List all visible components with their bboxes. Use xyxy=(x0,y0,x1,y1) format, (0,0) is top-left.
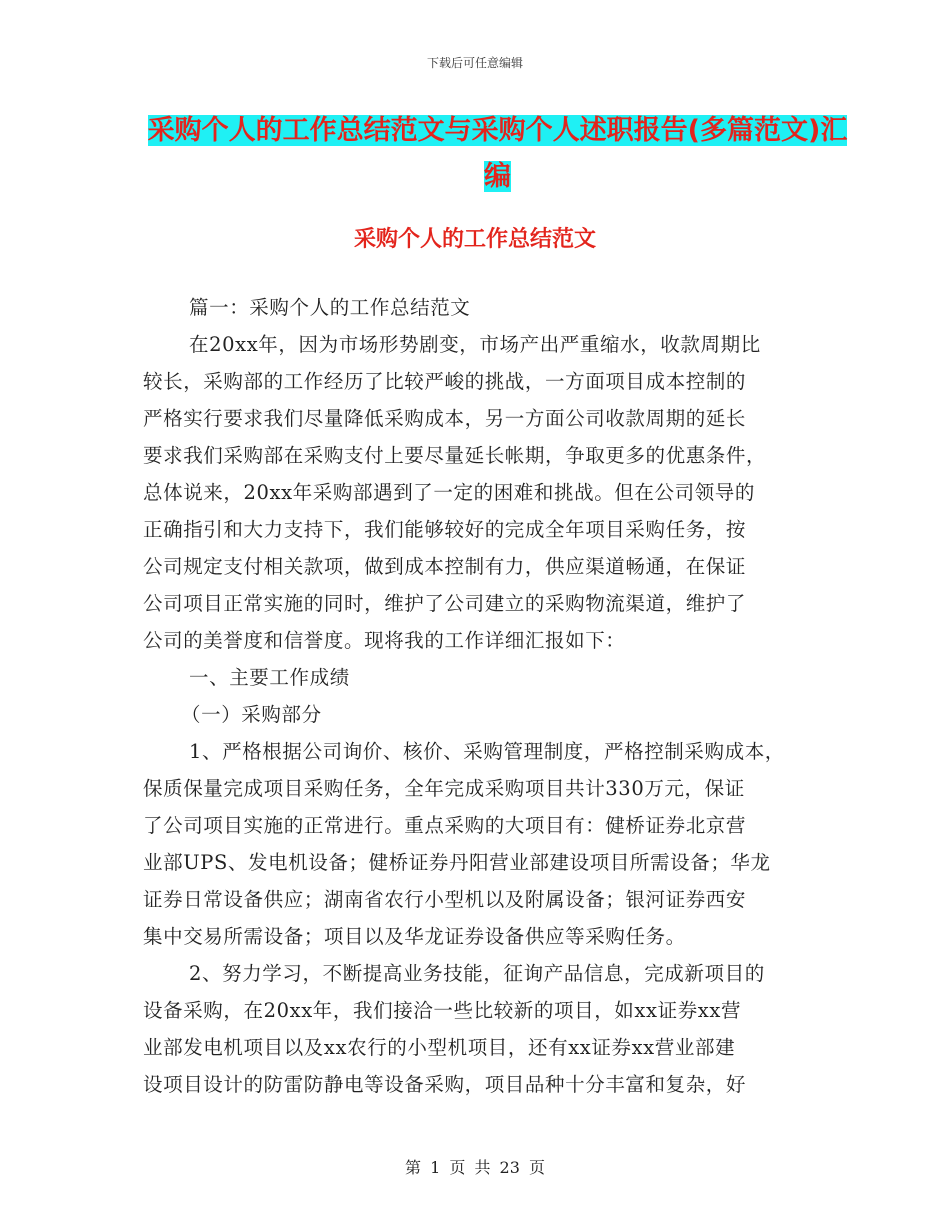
document-title xyxy=(145,108,850,200)
paragraph-line: 要求我们采购部在采购支付上要尽量延长帐期，争取更多的优惠条件， xyxy=(143,444,767,467)
paragraph-line: 严格实行要求我们尽量降低采购成本，另一方面公司收款周期的延长 xyxy=(143,407,747,430)
header-note: 下载后可任意编辑 xyxy=(426,56,523,70)
paragraph-line: 2、努力学习，不断提高业务技能，征询产品信息，完成新项目的 xyxy=(189,962,765,985)
paragraph-line: 1、严格根据公司询价、核价、采购管理制度，严格控制采购成本， xyxy=(189,740,785,763)
paragraph-line: 了公司项目实施的正常进行。重点采购的大项目有：健桥证券北京营 xyxy=(143,814,747,837)
heading-line: （一）采购部分 xyxy=(181,703,322,726)
heading-line: 一、主要工作成绩 xyxy=(189,666,350,689)
paragraph-line: 较长，采购部的工作经历了比较严峻的挑战，一方面项目成本控制的 xyxy=(143,370,747,393)
paragraph-line: 正确指引和大力支持下，我们能够较好的完成全年项目采购任务，按 xyxy=(143,518,747,541)
paragraph-line: 公司规定支付相关款项，做到成本控制有力，供应渠道畅通，在保证 xyxy=(143,555,747,578)
paragraph-line: 保质保量完成项目采购任务，全年完成采购项目共计330万元，保证 xyxy=(143,777,745,800)
paragraph-line: 集中交易所需设备；项目以及华龙证券设备供应等采购任务。 xyxy=(143,925,686,948)
paragraph-line: 公司项目正常实施的同时，维护了公司建立的采购物流渠道，维护了 xyxy=(143,592,747,615)
paragraph-line: 证券日常设备供应；湖南省农行小型机以及附属设备；银河证券西安 xyxy=(143,888,747,911)
paragraph-line: 在20xx年，因为市场形势剧变，市场产出严重缩水，收款周期比 xyxy=(189,333,761,356)
document-body xyxy=(143,289,823,1103)
paragraph-line: 公司的美誉度和信誉度。现将我的工作详细汇报如下： xyxy=(143,629,626,652)
paragraph-line: 设项目设计的防雷防静电等设备采购，项目品种十分丰富和复杂，好 xyxy=(143,1073,747,1096)
section-subtitle: 采购个人的工作总结范文 xyxy=(353,227,596,252)
paragraph-line: 业部UPS、发电机设备；健桥证券丹阳营业部建设项目所需设备；华龙 xyxy=(143,851,771,874)
page-footer: 第 1 页 共 23 页 xyxy=(405,1158,545,1177)
paragraph-line: 篇一：采购个人的工作总结范文 xyxy=(189,296,471,319)
paragraph-line: 业部发电机项目以及xx农行的小型机项目，还有xx证券xx营业部建 xyxy=(143,1036,736,1059)
document-title-text: 采购个人的工作总结范文与采购个人述职报告(多篇范文)汇编 xyxy=(147,115,848,192)
paragraph-line: 总体说来，20xx年采购部遇到了一定的困难和挑战。但在公司领导的 xyxy=(143,481,756,504)
paragraph-line: 设备采购，在20xx年，我们接洽一些比较新的项目，如xx证券xx营 xyxy=(143,999,742,1022)
